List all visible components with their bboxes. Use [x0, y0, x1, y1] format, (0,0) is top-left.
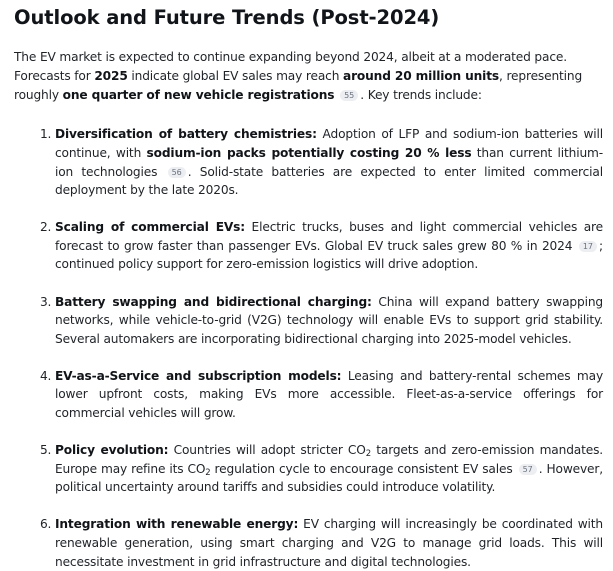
intro-bold-share: one quarter of new vehicle registrations	[62, 87, 335, 102]
item-text: Countries will adopt stricter CO	[168, 443, 366, 458]
trends-list	[14, 125, 603, 571]
item-heading: Scaling of commercial EVs:	[55, 220, 245, 235]
item-text: . However, political uncertainty around tariffs and subsidies could introduce volatility.	[55, 461, 603, 495]
item-text: than current lithium-ion technologies	[55, 145, 603, 179]
item-text: EV charging will increasingly be coordinated with renewable generation, using smart charging and V2G to manage grid loads. This will necessitate investment in grid infrastructure and digital technologies.	[55, 517, 603, 569]
item-text: targets and zero-emission mandates. Europe may refine its CO	[55, 443, 604, 476]
item-bold-text: sodium-ion packs potentially costing 20 % less	[146, 145, 472, 160]
item-text: China will expand battery swapping networks, while vehicle-to-grid (V2G) technology will enable EVs to support grid stability. Several automakers are incorporating bidirectional charging into 2025-model vehicles.	[55, 294, 604, 346]
list-item	[55, 515, 603, 571]
intro-text: indicate global EV sales may reach	[127, 68, 343, 83]
item-text: Leasing and battery-rental schemes may lower upfront costs, making EVs more accessible. Fleet-as-a-service offerings for commercial vehicles will grow.	[55, 368, 604, 421]
item-heading: Integration with renewable energy:	[55, 517, 299, 532]
list-item	[55, 125, 603, 199]
list-item	[55, 367, 603, 423]
subscript: 2	[205, 467, 211, 478]
item-text: Electric trucks, buses and light commercial vehicles are forecast to grow faster than passenger EVs. Global EV truck sales grew 80 % in 2024	[55, 220, 603, 253]
intro-text: The EV market is expected to continue expanding beyond 2024, albeit at a moderated pace. Forecasts for	[14, 50, 567, 83]
item-heading: Policy evolution:	[55, 443, 169, 458]
item-text: Adoption of LFP and sodium-ion batteries will continue, with	[55, 127, 604, 160]
intro-bold-year: 2025	[94, 68, 128, 83]
citation-badge[interactable]: 57	[519, 464, 537, 475]
item-heading: Battery swapping and bidirectional charging:	[55, 294, 372, 309]
item-text: . Solid-state batteries are expected to enter limited commercial deployment by the late 2020s.	[55, 164, 603, 198]
item-heading: EV-as-a-Service and subscription models:	[55, 368, 342, 383]
item-heading: Diversification of battery chemistries:	[55, 127, 317, 142]
subscript: 2	[365, 449, 372, 460]
item-text: regulation cycle to encourage consistent EV sales	[210, 461, 513, 476]
list-item	[55, 218, 603, 274]
intro-paragraph	[14, 48, 603, 104]
citation-badge[interactable]: 55	[340, 90, 358, 101]
page-title: Outlook and Future Trends (Post-2024)	[14, 6, 440, 29]
item-text: ; continued policy support for zero-emission logistics will drive adoption.	[55, 238, 603, 272]
citation-badge[interactable]: 17	[579, 241, 597, 252]
intro-text: , representing roughly	[14, 68, 583, 102]
intro-text: . Key trends include:	[360, 87, 482, 102]
list-item	[55, 293, 603, 349]
list-item	[55, 441, 603, 497]
citation-badge[interactable]: 56	[168, 167, 186, 178]
intro-bold-sales: around 20 million units	[343, 68, 499, 83]
